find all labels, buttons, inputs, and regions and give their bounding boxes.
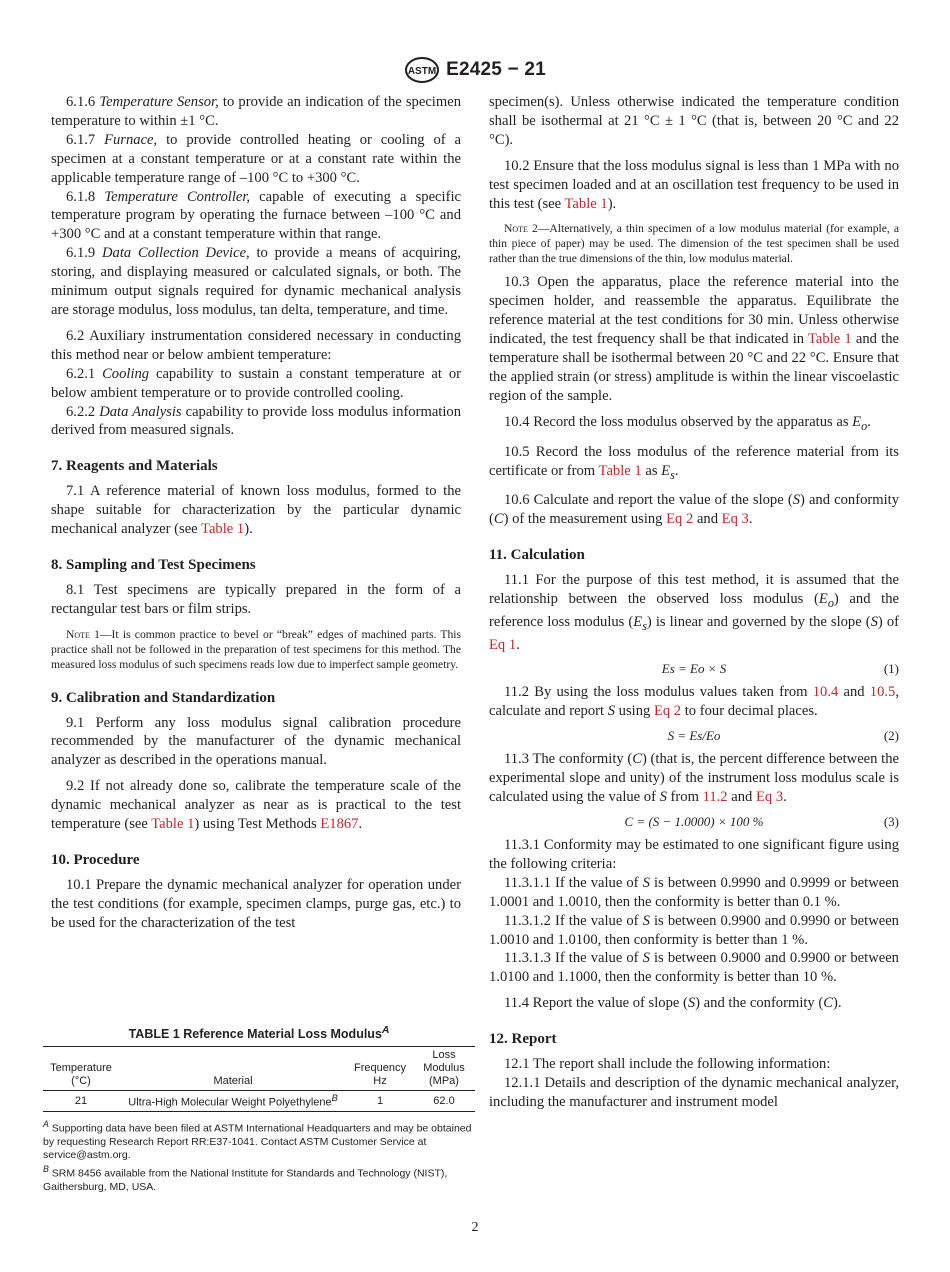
paragraph-12-1: 12.1 The report shall include the following information: (504, 1056, 831, 1073)
section-10-4-link[interactable]: 10.4 (812, 684, 839, 701)
paragraph-11-3-1-1: 11.3.1.1 If the value of S is between 0.9990 and 0.9999 or between 1.0001 and 1.0010, then the conformity is better than 0.1 %. (489, 874, 899, 910)
paragraph-10-2: 10.2 Ensure that the loss modulus signal is less than 1 MPa with no test specimen loaded and at an oscillation test frequency to be used in this test (see Table 1). (489, 157, 899, 212)
astm-logo-icon (404, 56, 440, 84)
table-1-link[interactable]: Table 1 (151, 816, 195, 833)
reference-material-table (43, 1046, 475, 1112)
footnote-b: $^B$ SRM 8456 available from the National Institute for Standards and Technology (NIST), Gaithersburg, MD, USA. (43, 1163, 448, 1193)
note-2: Note 2—Alternatively, a thin specimen of a low modulus material (for example, a thin piece of paper) may be used. The dimension of the test specimen shall be used rather than the true dimensions of the thin, low modulus material. (489, 222, 899, 266)
cell-material: Ultra-High Molecular Weight Polyethylene$^B$ (119, 1091, 347, 1112)
left-column (51, 93, 461, 933)
header-temperature: Temperature (°C) (50, 1062, 112, 1088)
paragraph-8-1: 8.1 Test specimens are typically prepared in the form of a rectangular test bars or film strips. (51, 581, 461, 617)
footnote-a: $^A$ Supporting data have been filed at ASTM International Headquarters and may be obtained by requesting Research Report RR:E37-1041. Contact ASTM Customer Service at service@astm.org. (43, 1118, 472, 1162)
paragraph-11-1: 11.1 For the purpose of this test method, it is assumed that the relationship between the observed loss modulus $(E_o)$ and the reference loss modulus $(E_s)$ is linear and governed by the slope (S) of Eq 1. (489, 572, 900, 653)
equation-2: S = Es/Eo (2) (667, 728, 899, 744)
equation-3: C = (S − 1.0000) × 100 % (3) (624, 814, 899, 829)
right-column (489, 93, 899, 1112)
paragraph-9-1: 9.1 Perform any loss modulus signal calibration procedure recommended by the manufacturer of the dynamic mechanical analyzer as described in the operations manual. (51, 714, 461, 769)
equation-1: Es = Eo × S (1) (661, 661, 899, 677)
table-1-link[interactable]: Table 1 (598, 462, 642, 479)
paragraph-6-2-2: 6.2.2 Data Analysis capability to provide loss modulus information derived from measured signals. (51, 403, 461, 439)
table-footnotes (43, 1118, 475, 1195)
paragraph-11-3-1-2: 11.3.1.2 If the value of S is between 0.9900 and 0.9990 or between 1.0010 and 1.0100, then conformity is better than 1 %. (489, 912, 899, 948)
section-heading-11: 11. Calculation (489, 547, 585, 564)
section-heading-8: 8. Sampling and Test Specimens (51, 556, 256, 573)
section-10-5-link[interactable]: 10.5 (869, 684, 896, 701)
paragraph-11-4: 11.4 Report the value of slope (S) and the conformity (C). (504, 995, 842, 1012)
eq-1-link[interactable]: Eq 1 (489, 636, 517, 653)
paragraph-12-1-1: 12.1.1 Details and description of the dynamic mechanical analyzer, including the manufacturer and instrument model (489, 1074, 899, 1110)
paragraph-10-1-cont: specimen(s). Unless otherwise indicated the temperature condition shall be isothermal at 21 °C ± 1 °C (that is, between 20 °C and 22 °C). (489, 94, 899, 148)
table-1-link[interactable]: Table 1 (564, 195, 608, 212)
section-heading-12: 12. Report (489, 1031, 557, 1048)
table-1 (43, 1025, 475, 1194)
header-loss-modulus: Loss Modulus (MPa) (423, 1049, 465, 1088)
page-number: 2 (471, 1220, 479, 1235)
paragraph-10-3: 10.3 Open the apparatus, place the reference material into the specimen holder, and reassemble the apparatus. Equilibrate the reference material at the test conditions for 30 min. Unless otherwise indicated, the test frequency shall be that indicated in Table 1 and the temperature shall be isothermal between 20 °C and 22 °C. Ensure that the applied strain (or stress) amplitude is within the linear viscoelastic region of the sample. (489, 274, 899, 404)
paragraph-10-4: 10.4 Record the loss modulus observed by the apparatus as $E_o$. (504, 413, 871, 433)
page-header (0, 56, 950, 84)
table-caption: TABLE 1 Reference Material Loss Modulus$^A$ (128, 1025, 390, 1042)
paragraph-11-2: 11.2 By using the loss modulus values taken from 10.4 and 10.5, calculate and report S using Eq 2 to four decimal places. (489, 684, 899, 720)
paragraph-6-2: 6.2 Auxiliary instrumentation considered necessary in conducting this method near or below ambient temperature: (51, 327, 461, 363)
section-11-2-link[interactable]: 11.2 (702, 789, 728, 806)
section-heading-9: 9. Calibration and Standardization (51, 689, 276, 706)
eq-3-link[interactable]: Eq 3 (755, 789, 784, 806)
paragraph-6-1-9: 6.1.9 Data Collection Device, to provide a means of acquiring, storing, and displaying measured or calculated signals, or both. The minimum output signals required for dynamic mechanical analysis are storage modulus, loss modulus, tan delta, temperature, and time. (51, 245, 462, 318)
paragraph-10-5: 10.5 Record the loss modulus of the reference material from its certificate or from Table 1 as $E_s$. (489, 443, 899, 482)
paragraph-10-1: 10.1 Prepare the dynamic mechanical analyzer for operation under the test conditions (for example, specimen clamps, purge gas, etc.) to be used for the characterization of the test (51, 876, 461, 931)
paragraph-6-1-7: 6.1.7 Furnace, to provide controlled heating or cooling of a specimen at a constant temperature or at a constant rate within the applicable temperature range of –100 °C to +300 °C. (51, 131, 461, 186)
paragraph-7-1: 7.1 A reference material of known loss modulus, formed to the shape suitable for characterization by the particular dynamic mechanical analyzer (see Table 1). (51, 483, 461, 538)
paragraph-11-3-1: 11.3.1 Conformity may be estimated to one significant figure using the following criteria: (489, 837, 899, 872)
paragraph-9-2: 9.2 If not already done so, calibrate the temperature scale of the dynamic mechanical analyzer as near as is practical to the test temperature (see Table 1) using Test Methods E1867. (51, 778, 461, 833)
note-1: Note 1—It is common practice to bevel or “break” edges of machined parts. This practice shall not be followed in the preparation of test specimens for this method. The measured loss modulus of such specimens reads low due to imperfect sample geometry. (51, 627, 461, 671)
paragraph-6-1-6: 6.1.6 Temperature Sensor, to provide an indication of the specimen temperature to within ±1 °C. (51, 94, 461, 129)
header-frequency: Frequency Hz (354, 1062, 406, 1088)
paragraph-11-3-1-3: 11.3.1.3 If the value of S is between 0.9000 and 0.9900 or between 1.0100 and 1.1000, then the conformity is better than 10 %. (489, 950, 899, 986)
standard-designation: E2425 − 21 (446, 59, 546, 80)
svg-text:ASTM: ASTM (407, 66, 437, 77)
header-material: Material (213, 1075, 253, 1088)
eq-3-link[interactable]: Eq 3 (721, 511, 749, 528)
cell-temperature: 21 (43, 1091, 119, 1112)
eq-2-link[interactable]: Eq 2 (666, 511, 694, 528)
section-heading-7: 7. Reagents and Materials (51, 458, 218, 475)
paragraph-6-2-1: 6.2.1 Cooling capability to sustain a constant temperature at or below ambient temperature or to provide controlled cooling. (51, 365, 461, 401)
table-1-link[interactable]: Table 1 (808, 331, 852, 348)
cell-frequency: 1 (347, 1091, 413, 1112)
cell-loss-modulus: 62.0 (413, 1091, 475, 1112)
table-row (43, 1091, 475, 1112)
e1867-link[interactable]: E1867 (320, 816, 359, 833)
section-heading-10: 10. Procedure (51, 852, 140, 868)
paragraph-6-1-8: 6.1.8 Temperature Controller, capable of executing a specific temperature program by operating the furnace between –100 °C and +300 °C and at a constant temperature within that range. (51, 188, 461, 243)
eq-2-link[interactable]: Eq 2 (653, 703, 682, 720)
paragraph-10-6: 10.6 Calculate and report the value of the slope (S) and conformity (C) of the measurement using Eq 2 and Eq 3. (489, 492, 899, 528)
table-1-link[interactable]: Table 1 (201, 521, 245, 538)
paragraph-11-3: 11.3 The conformity (C) (that is, the percent difference between the experimental slope and unity) of the instrument loss modulus scale is calculated using the value of S from 11.2 and Eq 3. (489, 751, 899, 806)
